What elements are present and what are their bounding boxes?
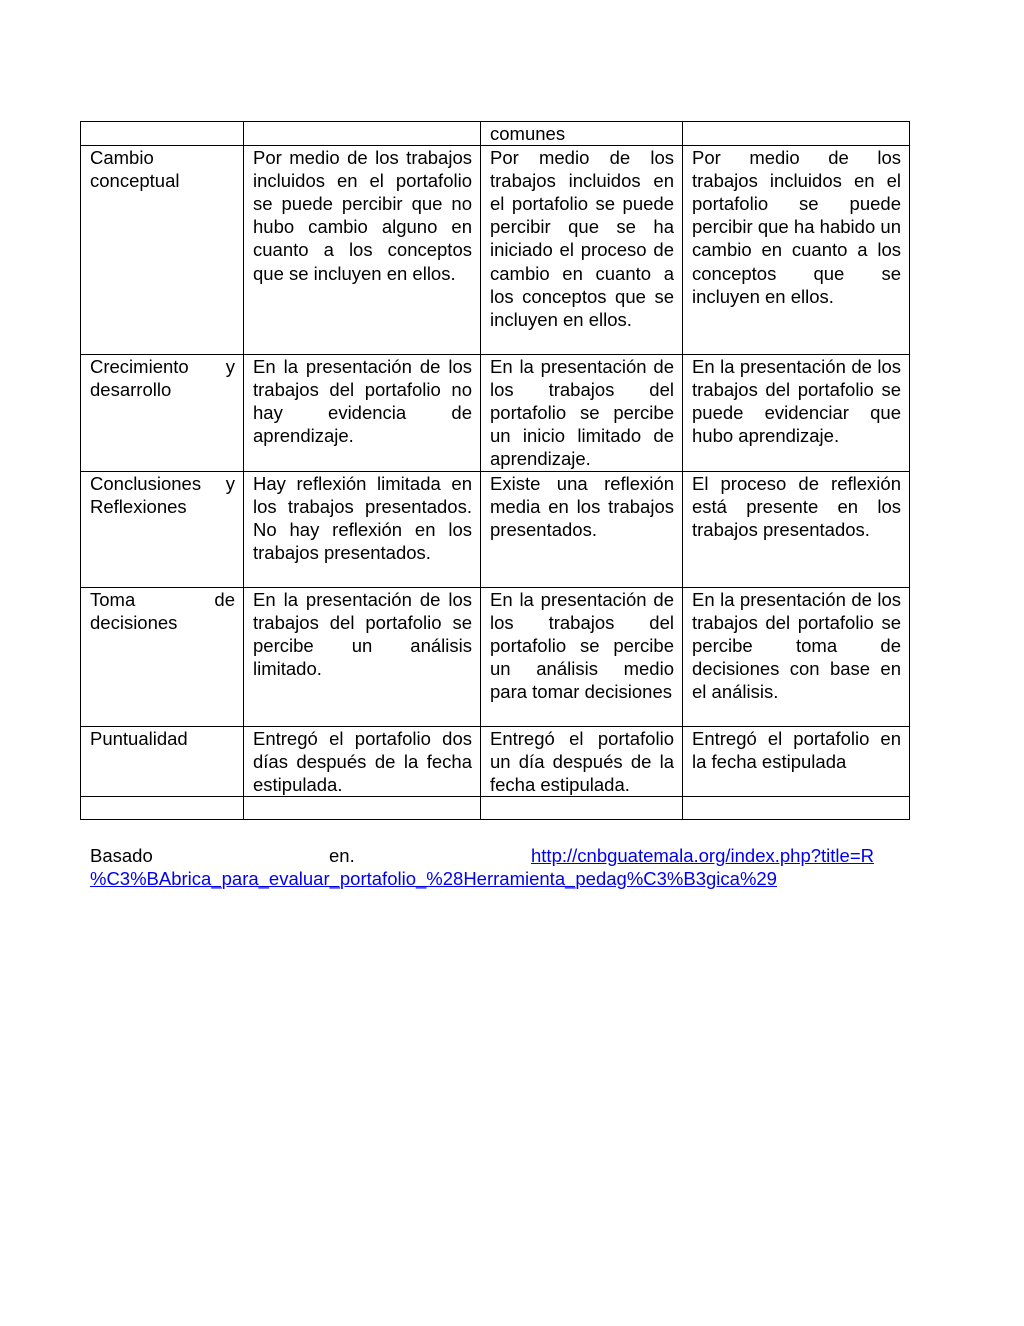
level-1-cell: Hay reflexión limitada en los trabajos presentados. No hay reflexión en los trabajos presentados.: [244, 471, 481, 587]
level-3-cell: Por medio de los trabajos incluidos en el portafolio se puede percibir que ha habido un cambio en cuanto a los conceptos que se incluyen en ellos.: [683, 146, 910, 355]
level-1-cell: Entregó el portafolio dos días después de la fecha estipulada.: [244, 726, 481, 796]
source-citation-line-2: [90, 867, 874, 890]
table-row: [81, 587, 910, 726]
level-2-cell: [481, 796, 683, 819]
source-prefix: Basado: [90, 845, 153, 866]
level-1-cell: [244, 122, 481, 146]
level-3-cell: El proceso de reflexión está presente en los trabajos presentados.: [683, 471, 910, 587]
level-3-cell: [683, 796, 910, 819]
level-2-cell: Por medio de los trabajos incluidos en el portafolio se puede percibir que se ha iniciado el proceso de cambio en cuanto a los conceptos que se incluyen en ellos.: [481, 146, 683, 355]
table-row: [81, 726, 910, 796]
level-3-cell: [683, 122, 910, 146]
table-row: [81, 355, 910, 471]
source-middle: en.: [329, 845, 355, 866]
source-citation-line-1: [90, 844, 874, 867]
level-2-cell: En la presentación de los trabajos del portafolio se percibe un análisis medio para tomar decisiones: [481, 587, 683, 726]
table-row: [81, 796, 910, 819]
level-1-cell: En la presentación de los trabajos del portafolio no hay evidencia de aprendizaje.: [244, 355, 481, 471]
criterion-cell: Puntualidad: [81, 726, 244, 796]
level-1-cell: Por medio de los trabajos incluidos en el portafolio se puede percibir que no hubo cambio alguno en cuanto a los conceptos que se incluyen en ellos.: [244, 146, 481, 355]
table-row: [81, 146, 910, 355]
criterion-cell: Toma de decisiones: [81, 587, 244, 726]
source-link-continuation[interactable]: %C3%BAbrica_para_evaluar_portafolio_%28Herramienta_pedag%C3%B3gica%29: [90, 868, 777, 889]
level-2-cell: En la presentación de los trabajos del portafolio se percibe un inicio limitado de aprendizaje.: [481, 355, 683, 471]
level-1-cell: [244, 796, 481, 819]
source-link[interactable]: http://cnbguatemala.org/index.php?title=R: [531, 845, 874, 866]
source-citation: [90, 844, 874, 890]
criterion-cell: Conclusiones y Reflexiones: [81, 471, 244, 587]
table-row: [81, 471, 910, 587]
criterion-cell: Crecimiento y desarrollo: [81, 355, 244, 471]
criterion-cell: Cambio conceptual: [81, 146, 244, 355]
level-3-cell: Entregó el portafolio en la fecha estipulada: [683, 726, 910, 796]
criterion-cell: [81, 122, 244, 146]
criterion-cell: [81, 796, 244, 819]
level-2-cell: Entregó el portafolio un día después de la fecha estipulada.: [481, 726, 683, 796]
level-2-cell: Existe una reflexión media en los trabajos presentados.: [481, 471, 683, 587]
level-2-cell: comunes: [481, 122, 683, 146]
table-row: [81, 122, 910, 146]
level-1-cell: En la presentación de los trabajos del portafolio se percibe un análisis limitado.: [244, 587, 481, 726]
portfolio-rubric-table: [80, 121, 910, 820]
level-3-cell: En la presentación de los trabajos del portafolio se puede evidenciar que hubo aprendizaje.: [683, 355, 910, 471]
level-3-cell: En la presentación de los trabajos del portafolio se percibe toma de decisiones con base en el análisis.: [683, 587, 910, 726]
